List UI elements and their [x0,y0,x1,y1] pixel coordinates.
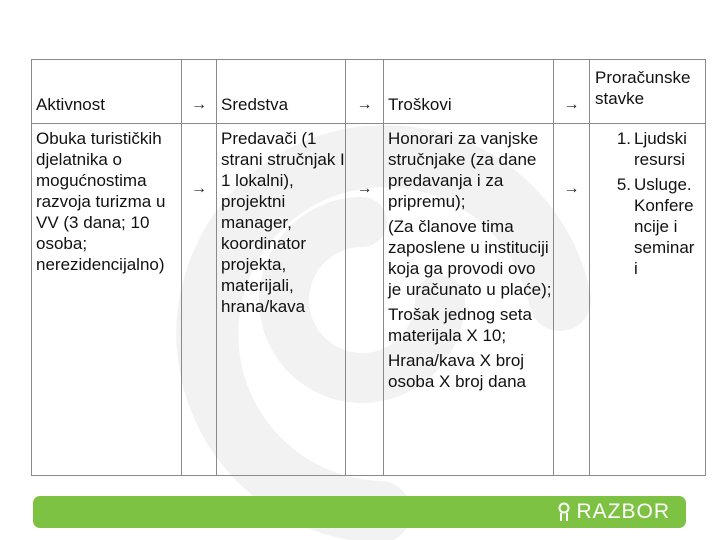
header-troskovi: Troškovi [384,60,554,124]
arrow-right-icon: → [356,180,373,197]
arrow-right-icon: → [563,180,580,197]
brand-name: RAZBOR [576,500,670,523]
table-row [32,124,706,476]
cost-list [384,124,553,392]
cost-item: (Za članove tima zaposlene u instituciji koja ga provodi ovo je uračunato u plaće); [388,217,552,299]
razbor-logo-icon [557,502,571,522]
stavke-list [590,124,705,279]
item-text: Ljudski resursi [634,129,687,169]
header-row [32,60,706,124]
arrow-cell [554,60,590,124]
arrow-cell [346,124,384,476]
footer-bar [33,496,686,528]
budget-table [31,59,706,476]
list-item [590,174,705,279]
cell-sredstva: Predavači (1 strani stručnjak I 1 lokalni), projektni manager, koordinator projekta, materijali, hrana/kava [217,124,346,476]
cell-troskovi [384,124,554,476]
arrow-right-icon: → [356,96,373,113]
cell-aktivnost: Obuka turističkih djelatnika o mogućnostima razvoja turizma u VV (3 dana; 10 osoba; nerezidencijalno) [32,124,182,476]
cell-stavke [590,124,706,476]
header-aktivnost: Aktivnost [32,60,182,124]
arrow-cell [182,124,217,476]
arrow-cell [346,60,384,124]
cost-item: Hrana/kava X broj osoba X broj dana [388,351,526,391]
header-sredstva: Sredstva [217,60,346,124]
cost-item: Honorari za vanjske stručnjake (za dane predavanja i za pripremu); [388,129,539,211]
arrow-right-icon: → [563,96,580,113]
cost-item: Trošak jednog seta materijala X 10; [388,305,532,345]
item-text: Usluge. Konfere ncije i seminar i [634,175,695,278]
header-stavke: Proračunske stavke [590,60,706,124]
item-number: 1. [616,129,631,148]
arrow-right-icon: → [191,180,207,197]
list-item [590,128,705,170]
arrow-right-icon: → [191,96,207,113]
arrow-cell [554,124,590,476]
item-number: 5. [616,175,631,194]
arrow-cell [182,60,217,124]
razbor-logo [557,500,670,524]
